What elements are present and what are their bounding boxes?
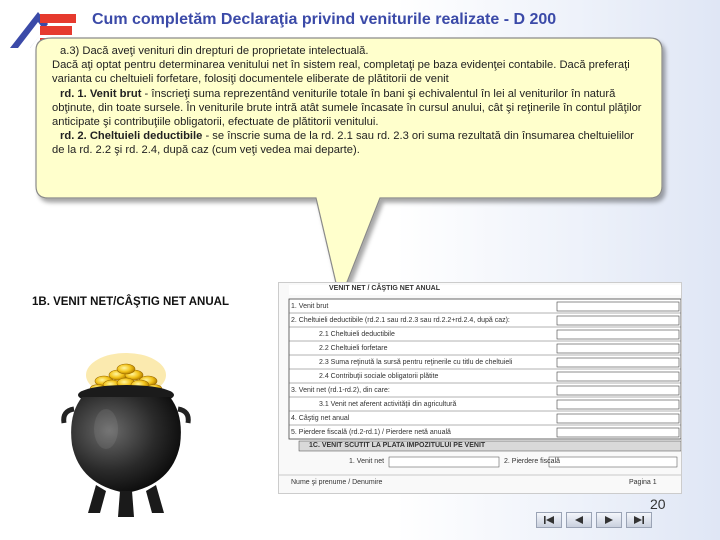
form-header: VENIT NET / CÂŞTIG NET ANUAL <box>329 285 440 292</box>
form-image <box>278 282 682 494</box>
form-row: 2. Cheltuieli deductibile (rd.2.1 sau rd.2.3 sau rd.2.2+rd.2.4, după caz): <box>291 317 510 324</box>
form-row: 5. Pierdere fiscală (rd.2-rd.1) / Pierdere netă anuală <box>291 429 451 436</box>
section-label: 1B. VENIT NET/CÂŞTIG NET ANUAL <box>32 296 229 308</box>
callout-para1: Dacă aţi optat pentru determinarea venitului net în sistem real, completaţi pe baza evidenţei contabile. Dacă preferaţi varianta cu cheltuieli forfetare, folosiţi documentele eliberate de plătitorii de venit <box>52 59 630 86</box>
callout-heading: a.3) Dacă aveţi venituri din drepturi de proprietate intelectuală. <box>60 45 369 57</box>
form-row: 3. Venit net (rd.1-rd.2), din care: <box>291 387 390 394</box>
last-slide-icon <box>632 515 646 525</box>
next-slide-button[interactable] <box>596 512 622 528</box>
first-slide-button[interactable] <box>536 512 562 528</box>
form-row: 2.2 Cheltuieli forfetare <box>319 345 388 352</box>
pot-of-gold-icon <box>60 345 192 520</box>
last-slide-button[interactable] <box>626 512 652 528</box>
slide-number: 20 <box>650 496 666 512</box>
rd2-text: - se înscrie suma de la rd. 2.1 sau rd. 2.3 ori suma rezultată din însumarea cheltuielilor de la rd. 2.2 şi rd. 2.4, după caz (cum veţi vedea mai departe). <box>52 130 634 157</box>
page-title: Cum completăm Declaraţia privind veniturile realizate - D 200 <box>92 11 557 28</box>
next-slide-icon <box>602 515 616 525</box>
form-footer-left: Nume şi prenume / Denumire <box>291 479 383 486</box>
form-footer-right: Pagina 1 <box>629 479 657 486</box>
rd2-label: rd. 2. Cheltuieli deductibile <box>60 130 203 143</box>
form-row: 2.1 Cheltuieli deductibile <box>319 331 395 338</box>
form-row: 2.3 Suma reţinută la sursă pentru reţinerile cu titlu de cheltuieli <box>319 359 513 366</box>
form-row: 4. Câştig net anual <box>291 415 350 422</box>
form-row: 3.1 Venit net aferent activităţii din agricultură <box>319 401 457 408</box>
previous-slide-button[interactable] <box>566 512 592 528</box>
form-row: 2.4 Contribuţii sociale obligatorii plătite <box>319 373 439 380</box>
rd1-text: - înscrieţi suma reprezentând veniturile totale în bani şi echivalentul în lei al veniturilor în natură obţinute, din toate sursele. În veniturile brute intră atât sumele încasate în cursul anului, cât şi reţinerile în contul plăţilor anticipate şi contribuţiile obligatorii, efectuate de plătitorii venitului. <box>52 87 642 129</box>
form-subfield: 1. Venit net <box>349 458 385 465</box>
form-row: 1. Venit brut <box>291 303 329 310</box>
rd1-label: rd. 1. Venit brut <box>60 87 142 100</box>
first-slide-icon <box>542 515 556 525</box>
slide-navigation <box>536 512 652 528</box>
form-subfield: 2. Pierdere fiscală <box>504 458 561 465</box>
previous-slide-icon <box>572 515 586 525</box>
callout-text <box>52 44 648 158</box>
form-subheader: 1C. VENIT SCUTIT LA PLATA IMPOZITULUI PE VENIT <box>309 442 486 449</box>
